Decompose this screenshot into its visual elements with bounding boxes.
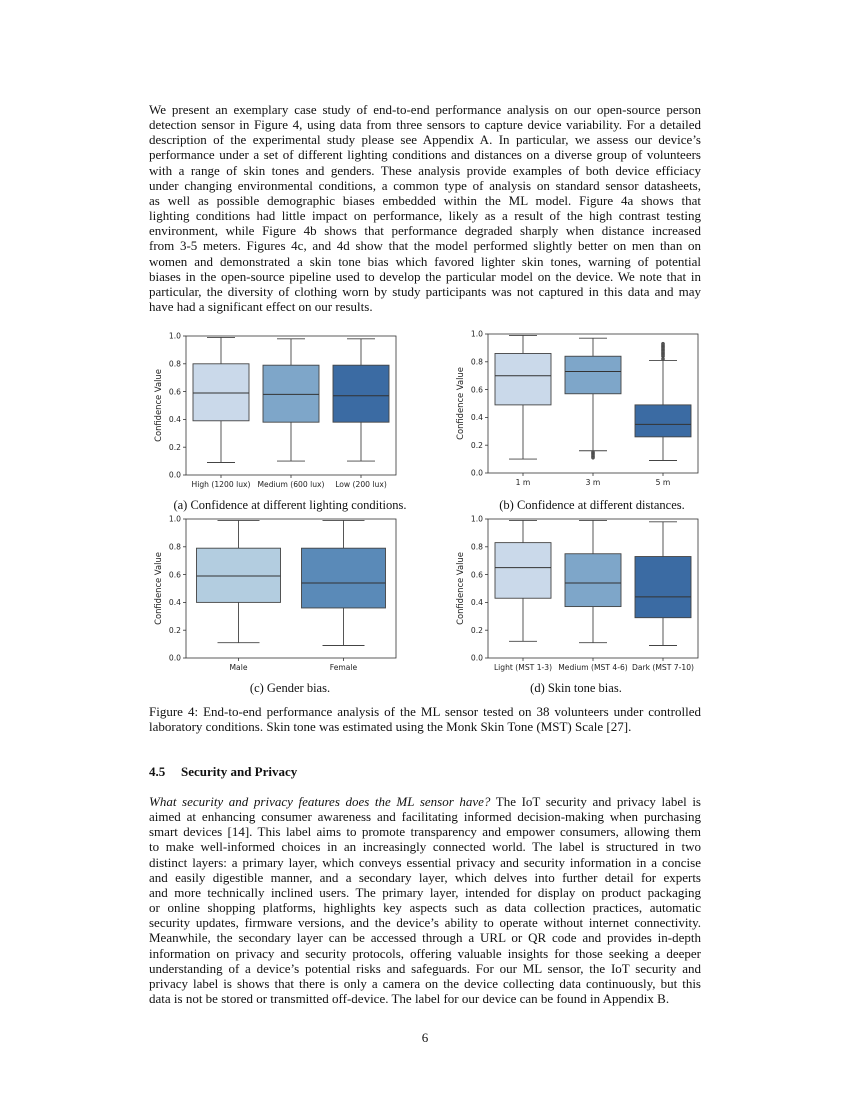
text-line-content: to make well-informed choices in an increasingly connected world. The label is structured in two [149,839,701,855]
subcaption-d: (d) Skin tone bias. [530,681,622,695]
page-number: 6 [421,1030,429,1045]
text-line [149,163,701,178]
box-2 [565,338,621,459]
text-line-content: women and demonstrated a skin tone bias which favored lighter skin tones, warning of potential [149,253,701,269]
y-tick-label: 0.0 [168,653,181,663]
chart-lighting [150,328,410,493]
x-tick-label: 5 m [655,478,671,487]
chart-distance-svg [452,326,712,491]
text-line [149,238,701,253]
y-tick-label: 1.0 [168,331,181,341]
y-axis-label: Confidence Value [455,367,465,440]
y-tick-label: 0.6 [168,387,181,397]
text-line [149,824,701,839]
text-line-content: privacy label is shows that there is only a camera on the device collecting data continuously, but this [149,975,701,991]
box-iqr [495,543,551,599]
chart-lighting-svg [150,328,410,493]
text-line-content: lighting conditions had little impact on performance, likely as a result of the high contrast testing [149,208,701,224]
text-line-content: under changing environmental conditions, a common type of analysis on standard sensor datasheets, [149,177,701,193]
text-line [149,193,701,208]
text-line-content: performance under a set of different lighting conditions and distances on a diverse group of volunteers [149,147,701,163]
text-line-content: data is not be stored or transmitted off-device. The label for our device can be found in Appendix B. [149,991,670,1007]
y-tick-label: 0.4 [168,598,181,608]
text-line-content: description of the experimental study please see Appendix A. In particular, we assess our device’s [149,132,701,148]
box-iqr [197,548,281,602]
box-3 [635,342,691,460]
y-tick-label: 0.8 [168,359,181,369]
y-tick-label: 0.2 [470,625,483,635]
text-line [149,284,701,299]
text-line [149,117,701,132]
chart-gender-svg [150,511,410,676]
text-line-content: or online shopping platforms, highlights key aspects such as data collection practices, automatic [149,900,701,916]
chart-skin-tone [452,511,712,676]
text-line-content: from 3-5 meters. Figures 4c, and 4d show that the model performed slightly better on men than on [149,238,701,254]
intro-paragraph [149,102,701,314]
chart-distance [452,326,712,491]
section-number: 4.5 [149,764,166,779]
text-line [149,208,701,223]
outlier-point [591,456,594,459]
y-tick-label: 0.0 [470,468,483,478]
box-iqr [565,554,621,607]
text-line-content: environment, while Figure 4b shows that performance degraded sharply when distance increased [149,223,701,239]
y-tick-label: 0.2 [168,442,181,452]
text-line-content: detection sensor in Figure 4, using data from three sensors to capture device variability. For a detailed [149,117,701,133]
text-line [149,254,701,269]
chart-gender [150,511,410,676]
text-line [149,900,701,915]
x-tick-label: Dark (MST 7-10) [631,663,695,672]
text-line [149,855,701,870]
box-2 [565,520,621,642]
y-tick-label: 0.4 [470,413,483,423]
text-line-content: and easily digestible manner, and a secondary layer, which delves into further detail for experts [149,869,701,885]
text-line-content: understanding of a device’s potential risks and safeguards. For our ML sensor, the IoT security and [149,960,701,976]
text-line [149,809,701,824]
y-tick-label: 1.0 [470,514,483,524]
text-line-content: biases in the open-source pipeline used to develop the particular model on the device. We note that in [149,268,701,284]
box-iqr [635,557,691,618]
text-line [149,839,701,854]
text-line [149,269,701,284]
text-line [149,132,701,147]
section-heading [149,764,297,780]
x-tick-label: Medium (600 lux) [257,480,325,489]
subcaption-c: (c) Gender bias. [249,681,331,695]
y-tick-label: 1.0 [470,329,483,339]
figure-caption [149,704,701,734]
x-tick-label: Low (200 lux) [335,480,387,489]
y-tick-label: 0.4 [168,415,181,425]
text-line-content: distinct layers: a primary layer, which conveys essential privacy and security information in a concise [149,854,701,870]
box-1 [495,520,551,641]
subcaption-b: (b) Confidence at different distances. [499,498,685,512]
text-line-content: Figure 4: End-to-end performance analysis of the ML sensor tested on 38 volunteers under controlled [149,704,701,719]
text-line-content: The IoT security and privacy label is [490,794,701,809]
text-line [149,178,701,193]
section-question: What security and privacy features does the ML sensor have? [149,794,491,809]
subcaption-a: (a) Confidence at different lighting conditions. [173,498,407,512]
text-line-content: We present an exemplary case study of end-to-end performance analysis on our open-source person [149,102,701,117]
y-tick-label: 0.0 [168,470,181,480]
box-iqr [193,364,249,421]
text-line [149,946,701,961]
text-line-content: with a range of skin tones and genders. These analysis provide examples of both device efficiacy [149,162,701,178]
y-tick-label: 0.8 [470,357,483,367]
text-line [149,870,701,885]
text-line-content: laboratory conditions. Skin tone was estimated using the Monk Skin Tone (MST) Scale [27]. [149,719,632,735]
text-line-content: have had a significant effect on our results. [149,299,373,315]
box-iqr [495,353,551,404]
text-line [149,147,701,162]
y-tick-label: 0.2 [168,625,181,635]
x-tick-label: Medium (MST 4-6) [558,663,628,672]
section-title: Security and Privacy [181,764,298,779]
y-tick-label: 0.2 [470,440,483,450]
text-line-content: smart devices [14]. This label aims to promote transparency and empower consumers, allowing them [149,824,701,840]
x-tick-label: Light (MST 1-3) [493,663,553,672]
text-line [149,915,701,930]
text-line [149,930,701,945]
y-tick-label: 0.8 [168,542,181,552]
x-tick-label: Female [329,663,358,672]
chart-skin-tone-svg [452,511,712,676]
box-iqr [565,356,621,394]
text-line-content: particular, the diversity of clothing worn by study participants was not captured in this data and may [149,283,701,299]
box-iqr [333,365,389,422]
outlier-point [661,342,664,345]
text-line [149,719,701,734]
section-paragraph [149,794,701,1006]
x-tick-label: Male [229,663,248,672]
box-3 [635,522,691,646]
y-tick-label: 0.6 [470,570,483,580]
text-line-content: as well as possible demographic biases embedded within the ML model. Figure 4a shows that [149,192,701,208]
text-line [149,704,701,719]
y-tick-label: 0.0 [470,653,483,663]
text-line [149,885,701,900]
box-iqr [635,405,691,437]
text-line-content: information on privacy and security protocols, offering valuable insights for those seeking a deeper [149,945,701,961]
text-line [149,102,701,117]
y-tick-label: 0.6 [470,385,483,395]
text-line-content: aimed at enhancing consumer awareness and facilitating informed decision-making when purchasing [149,809,701,825]
y-tick-label: 1.0 [168,514,181,524]
box-iqr [302,548,386,608]
box-2 [302,520,386,645]
text-line [149,223,701,238]
text-line-content: security updates, firmware versions, and the device’s ability to operate without internet connectivity. [149,915,701,931]
box-1 [193,337,249,462]
y-axis-label: Confidence Value [153,552,163,625]
y-tick-label: 0.6 [168,570,181,580]
box-1 [197,520,281,642]
box-iqr [263,365,319,422]
text-line [149,299,701,314]
text-line [149,794,701,809]
text-line-content: Meanwhile, the secondary layer can be accessed through a URL or QR code and provides in-depth [149,930,701,946]
text-line [149,991,701,1006]
y-tick-label: 0.4 [470,598,483,608]
box-3 [333,339,389,461]
y-axis-label: Confidence Value [153,369,163,442]
text-line [149,961,701,976]
y-axis-label: Confidence Value [455,552,465,625]
x-tick-label: 3 m [585,478,601,487]
box-2 [263,339,319,461]
box-1 [495,335,551,459]
text-line-content: and more technically inclined users. The primary layer, intended for display on product packaging [149,884,701,900]
y-tick-label: 0.8 [470,542,483,552]
x-tick-label: High (1200 lux) [191,480,251,489]
x-tick-label: 1 m [515,478,531,487]
text-line [149,976,701,991]
